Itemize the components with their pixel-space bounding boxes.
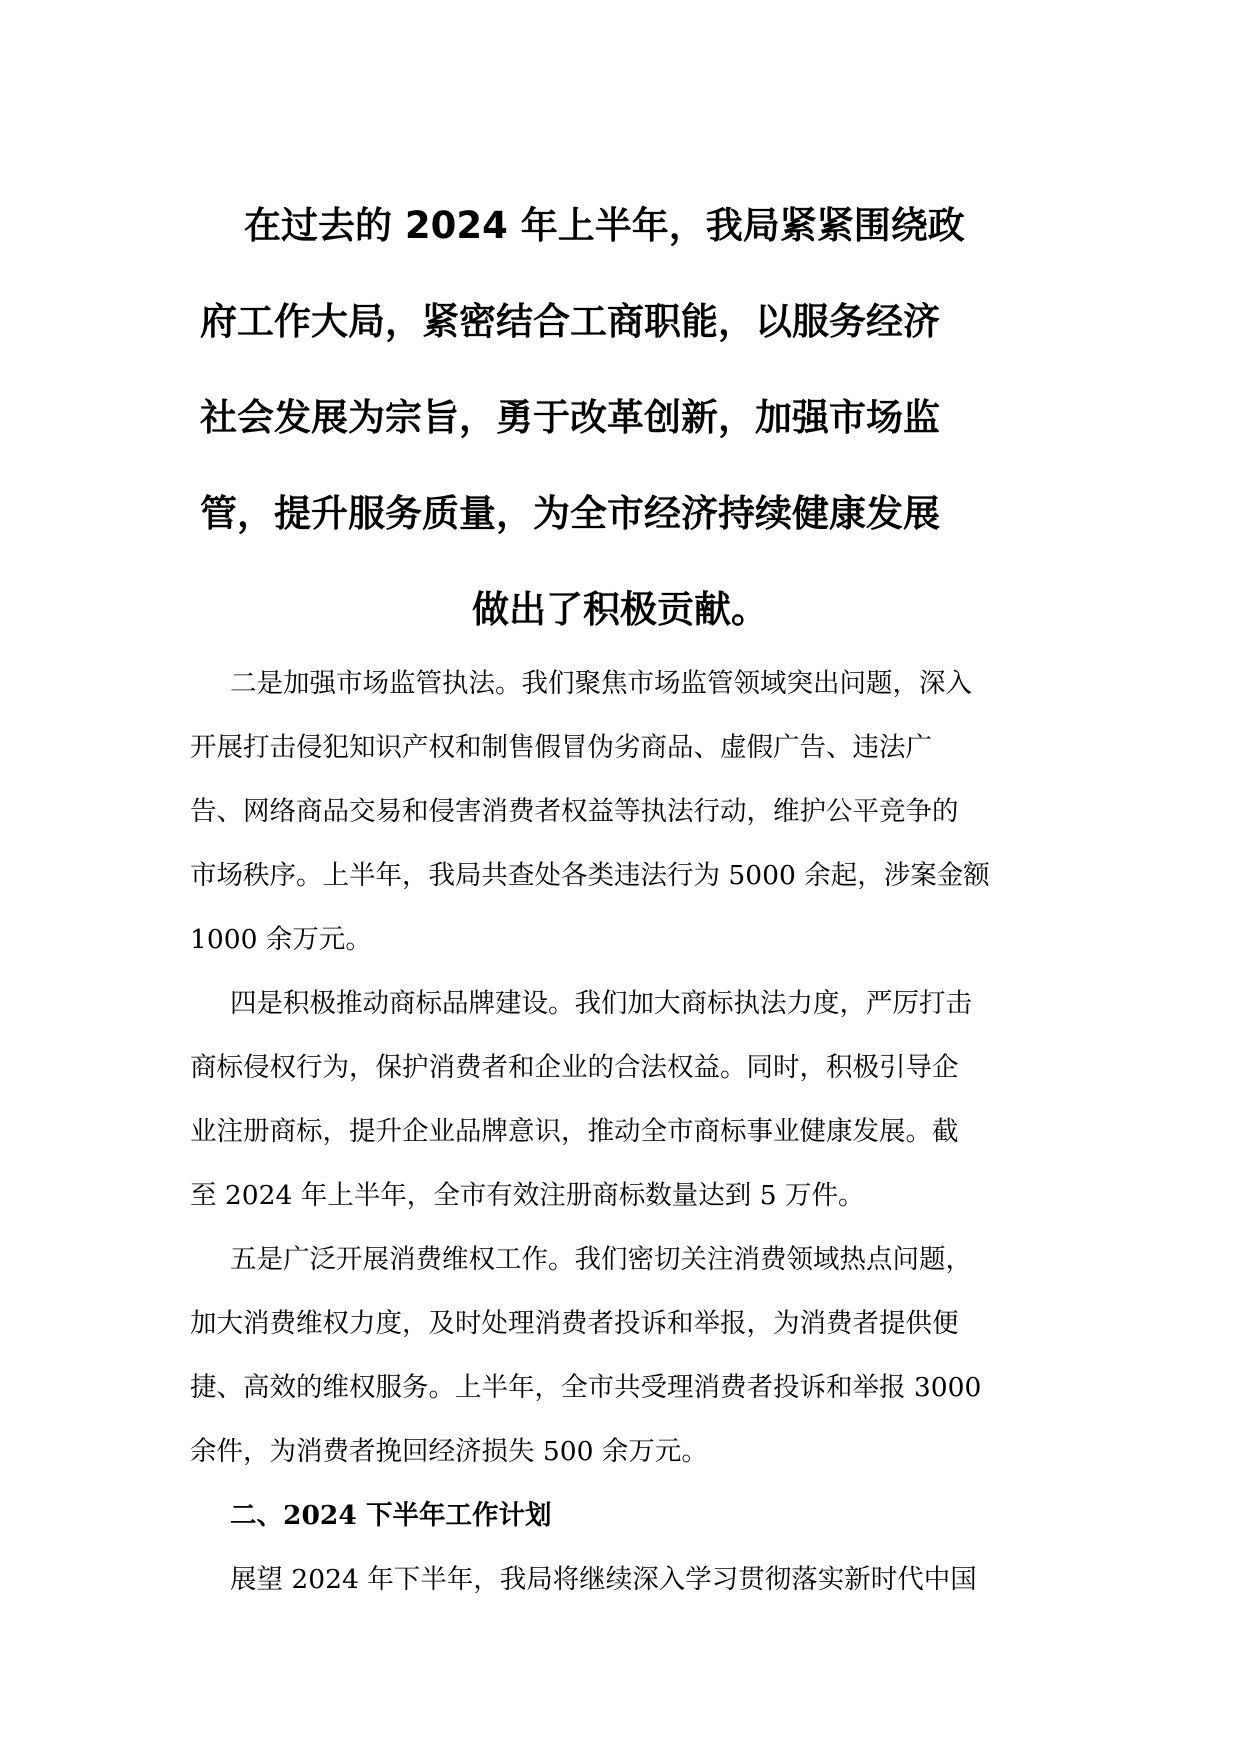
paragraph-line: 五是广泛开展消费维权工作。我们密切关注消费领域热点问题， <box>230 1244 972 1275</box>
paragraph-line: 商标侵权行为，保护消费者和企业的合法权益。同时，积极引导企 <box>190 1052 959 1083</box>
paragraph-line: 展望 2024 年下半年，我局将继续深入学习贯彻落实新时代中国 <box>230 1564 977 1595</box>
intro-summary <box>200 178 1040 658</box>
paragraph-line: 至 2024 年上半年，全市有效注册商标数量达到 5 万件。 <box>190 1180 865 1211</box>
intro-line: 管，提升服务质量，为全市经济持续健康发展 <box>200 492 940 535</box>
document-body <box>190 652 1050 1612</box>
paragraph-line: 市场秩序。上半年，我局共查处各类违法行为 5000 余起，涉案金额 <box>190 860 990 891</box>
paragraph-trademark-brand <box>190 972 1050 1228</box>
intro-line: 在过去的 2024 年上半年，我局紧紧围绕政 <box>244 204 965 247</box>
paragraph-line: 二是加强市场监管执法。我们聚焦市场监管领域突出问题，深入 <box>230 668 972 699</box>
paragraph-consumer-rights <box>190 1228 1050 1484</box>
intro-line: 社会发展为宗旨，勇于改革创新，加强市场监 <box>200 396 940 439</box>
paragraph-market-enforcement <box>190 652 1050 972</box>
paragraph-line: 四是积极推动商标品牌建设。我们加大商标执法力度，严厉打击 <box>230 988 972 1019</box>
section-heading: 二、2024 下半年工作计划 <box>230 1500 552 1531</box>
paragraph-line: 开展打击侵犯知识产权和制售假冒伪劣商品、虚假广告、违法广 <box>190 732 932 763</box>
intro-line: 做出了积极贡献。 <box>472 588 768 631</box>
paragraph-line: 业注册商标，提升企业品牌意识，推动全市商标事业健康发展。截 <box>190 1116 959 1147</box>
paragraph-line: 1000 余万元。 <box>190 924 372 955</box>
intro-line: 府工作大局，紧密结合工商职能，以服务经济 <box>200 300 940 343</box>
paragraph-line: 告、网络商品交易和侵害消费者权益等执法行动，维护公平竞争的 <box>190 796 959 827</box>
paragraph-line: 加大消费维权力度，及时处理消费者投诉和举报，为消费者提供便 <box>190 1308 959 1339</box>
paragraph-outlook <box>190 1548 1050 1612</box>
paragraph-line: 余件，为消费者挽回经济损失 500 余万元。 <box>190 1436 708 1467</box>
paragraph-line: 捷、高效的维权服务。上半年，全市共受理消费者投诉和举报 3000 <box>190 1372 982 1403</box>
